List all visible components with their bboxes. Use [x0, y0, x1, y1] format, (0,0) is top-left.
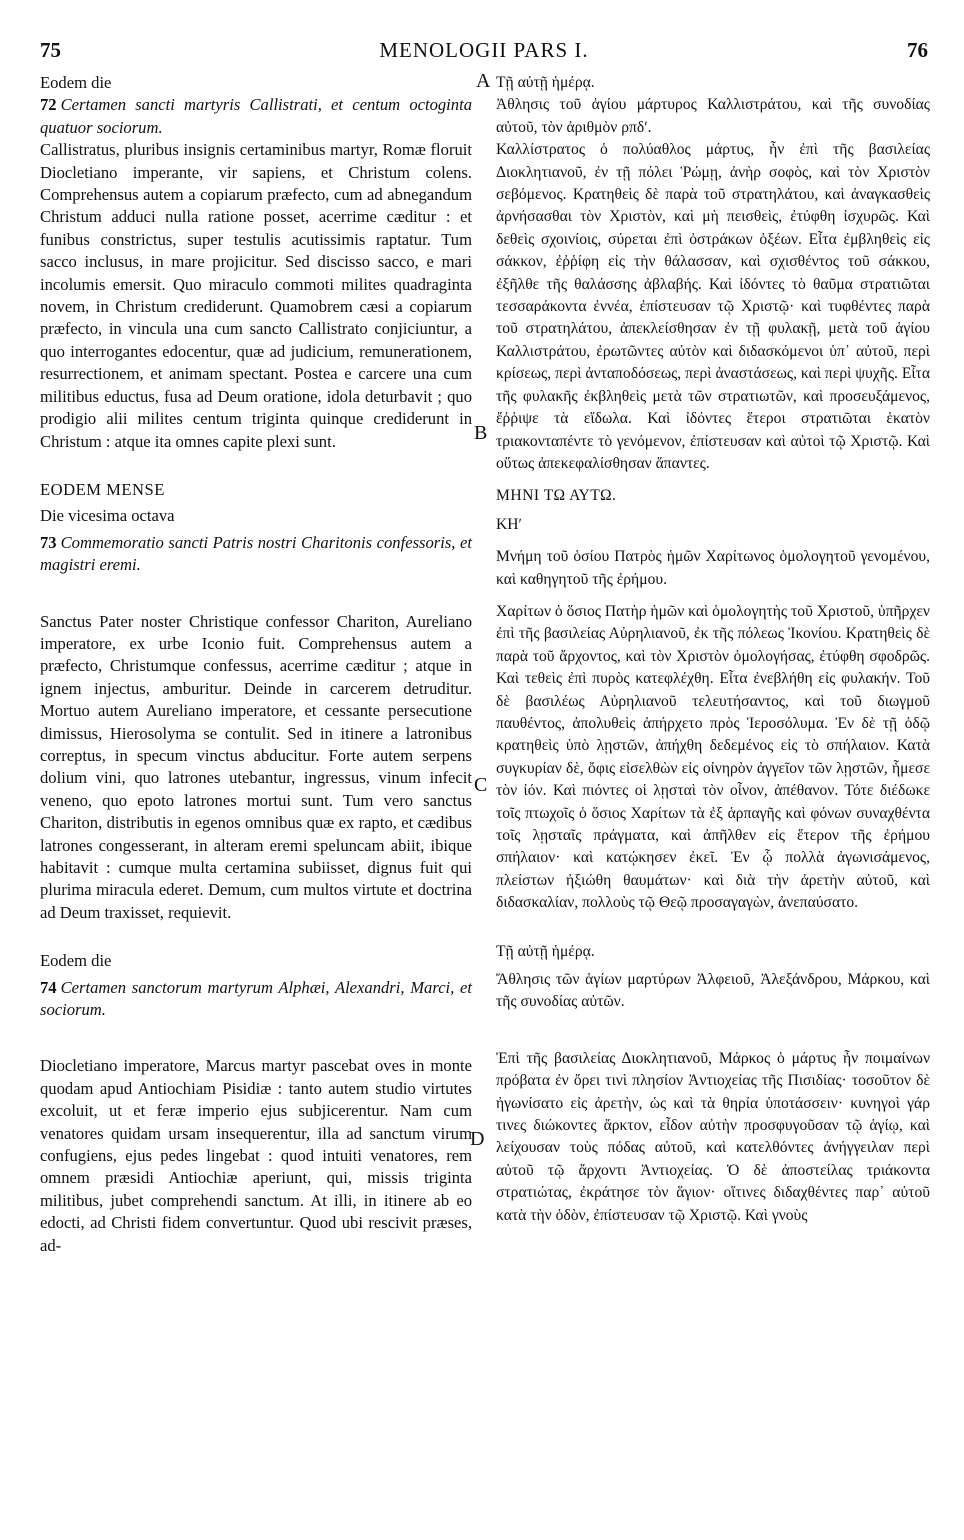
greek-same-day-heading: Τῇ αὐτῇ ἡμέρᾳ. — [496, 74, 595, 91]
eodem-die-heading: Eodem die — [40, 73, 112, 92]
margin-letter-c: C — [474, 774, 488, 796]
greek-day-heading: ΚΗʹ — [496, 515, 522, 533]
eodem-die-heading-2: Eodem die — [40, 951, 112, 971]
greek-column — [496, 72, 930, 1227]
margin-letter-b: B — [474, 422, 488, 444]
running-header — [40, 38, 928, 68]
day-heading: Die vicesima octava — [40, 506, 175, 526]
section-72-number: 72 — [40, 95, 57, 115]
section-74-title: Certamen sanctorum martyrum Alphæi, Alexandri, Marci, et sociorum. — [40, 977, 472, 1020]
section-72-title: Certamen sancti martyris Callistrati, et centum octoginta quatuor sociorum. — [40, 95, 472, 137]
section-72-text: Callistratus, pluribus insignis certaminibus martyr, Romæ floruit Diocletiano imperante, vir sapiens, et Christum colens. Comprehensus autem a copiarum præfecto, cum ad abnegandum Christum adduci nulla ratione posset, acerrime cæditur : et funibus constrictus, super testulis acutissimis raptatur. Tum sacco inclusus, in mare projicitur. Sed discisso sacco, e mari incolumis emersit. Quo miraculo commoti milites quadraginta novem, in Christum crediderunt. Quamobrem cæsi a copiarum præfecto, in vincula una cum sancto Callistrato conjiciuntur, a quo interrogantes edocentur, quæ ad judicium, remunerationem, resurrectionem, et animam spectant. Postea e carcere una cum militibus eductus, fusa ad Deum oratione, idola deturbavit ; quo prodigio alii milites centum triginta quinque crediderunt in Christum : atque ita omnes capite plexi sunt. — [40, 140, 472, 451]
greek-section-72-text: Καλλίστρατος ὁ πολύαθλος μάρτυς, ἦν ἐπὶ τῆς βασιλείας Διοκλητιανοῦ, ἐν τῇ πόλει Ῥώμῃ, ἀνὴρ σοφὸς, καὶ τὸν Χριστὸν σεβόμενος. Κρατηθεὶς δὲ παρὰ τοῦ στρατηλάτου, καὶ ἀναγκασθεὶς ἀρνήσασθαι τὸν Χριστὸν, καὶ μὴ πεισθεὶς, ἐτύφθη ἰσχυρῶς. Καὶ δεθεὶς σχοινίοις, σύρεται ἐπὶ ὀστράκων ὀξέων. Εἶτα ἐμβληθεὶς εἰς σάκκον, ἐῤῥίφη εἰς τὴν θάλασσαν, καὶ σχισθέντος τοῦ σάκκου, ἐξῆλθε τῆς θαλάσσης ἀβλαβής. Καὶ ἰδόντες τὸ θαῦμα στρατιῶται τεσσαράκοντα ἐννέα, ἐπίστευσαν τῷ Χριστῷ· καὶ τυφθέντες παρὰ τοῦ στρατηλάτου, ἀπεκλείσθησαν ἐν τῇ φυλακῇ, μετὰ τοῦ ἁγίου Καλλιστράτου, ἐρωτῶντες αὐτὸν καὶ διδασκόμενοι ὑπ᾽ αὐτοῦ, περὶ κρίσεως, περὶ ἀνταποδόσεως, περὶ ἀναστάσεως, καὶ περὶ ψυχῆς. Εἶτα τῆς φυλακῆς ἐκβληθεὶς μετὰ τῶν στρατιωτῶν, καὶ προσευξάμενος, ἔῤῥιψε τὰ εἴδωλα. Καὶ ἰδόντες ἕτεροι στρατιῶται ἑκατὸν τριακονταπέντε τὸ γενόμενον, ἐπίστευσαν καὶ αὐτοὶ τῷ Χριστῷ. Καὶ οὕτως ἀπεκεφαλίσθησαν ἅπαντες. — [496, 141, 930, 472]
greek-section-72-title: Ἀθλησις τοῦ ἁγίου μάρτυρος Καλλιστράτου, καὶ τῆς συνοδίας αὐτοῦ, τὸν ἀριθμὸν ρπδʹ. — [496, 96, 930, 136]
running-title: MENOLOGII PARS I. — [379, 38, 589, 62]
left-page-number: 75 — [40, 38, 61, 62]
greek-section-73-text: Χαρίτων ὁ ὅσιος Πατὴρ ἡμῶν καὶ ὁμολογητὴς τοῦ Χριστοῦ, ὑπῆρχεν ἐπὶ τῆς βασιλείας Αὐρηλιανοῦ, ἐκ τῆς πόλεως Ἰκονίου. Κρατηθεὶς δὲ παρὰ τοῦ ἄρχοντος, καὶ τὸν Χριστὸν ὁμολογήσας, ἐτύφθη σφοδρῶς. Καὶ τεθεὶς ἐπὶ πυρὸς κατεφλέχθη. Εἶτα ἐνεβλήθη εἰς φυλακήν. Τοῦ δὲ βασιλέως Αὐρηλιανοῦ τελευτήσαντος, καὶ τοῦ διωγμοῦ παυθέντος, ἀπολυθεὶς ἀπήρχετο πρὸς Ἱεροσόλυμα. Ἐν δὲ τῇ ὁδῷ κρατηθεὶς ὑπὸ λῃστῶν, ἀπήχθη δεδεμένος εἰς τὸ σπήλαιον. Κατὰ συγκυρίαν δὲ, ὄφις εἰσελθὼν εἰς οἰνηρὸν ἀγγεῖον τῶν λῃστῶν, ἧμεσε τὸν ἰόν. Καὶ πιόντες οἱ λῃσταὶ τὸν οἶνον, ἀπέθανον. Τότε διέδωκε τοῖς πτωχοῖς ὁ ὅσιος Χαρίτων τὰ ἐξ ἁρπαγῆς καὶ φόνων συναχθέντα τοῖς λῃσταῖς πράγματα, καὶ ἀπῆλθεν εἰς ἕτερον τῆς ἐρήμου σπήλαιον· καὶ κατῴκησεν ἐκεῖ. Ἐν ᾧ πολλὰ ἀγωνισάμενος, πλείστων ἠξιώθη θαυμάτων· καὶ διὰ τὴν ἀρετὴν αὐτοῦ, καὶ διδασκαλίαν, πολλοὺς τῷ Θεῷ προσαγαγὼν, ἀνεπαύσατο. — [496, 602, 930, 912]
section-74-heading — [40, 977, 472, 1022]
right-page-number: 76 — [907, 38, 928, 62]
greek-same-day-heading-2: Τῇ αὐτῇ ἡμέρᾳ. — [496, 942, 595, 960]
section-73-text: Sanctus Pater noster Christique confessor Chariton, Aureliano imperatore, ex urbe Iconio fuit. Comprehensus autem a præfecto, Christumque confessus, acerrime cæditur ; atque in ignem injectus, amburitur. Deinde in carcerem detruditur. Mortuo autem Aureliano imperatore, et cessante persecutione dimissus, Hierosolyma se contulit. Sed in itinere a latronibus correptus, in specum vinctus abducitur. Forte autem serpens dolium vini, quo latrones utebantur, ingressus, vinum infecit veneno, quo epoto latrones mortui sunt. Tum vero sanctus Chariton, distributis in egenos omnibus quæ ex rapto, et cædibus latrones congesserant, in alteram eremi speluncam abiit, ibique habitavit : cumque multa certamina subiisset, dignus fuit qui plurima miracula ederet. Demum, cum multos virtute et doctrina ad Deum traxisset, requievit. — [40, 611, 472, 922]
margin-letter-a: A — [476, 70, 491, 92]
margin-letter-d: D — [470, 1128, 485, 1150]
section-73-number: 73 — [40, 532, 57, 552]
greek-month-heading: ΜΗΝΙ ΤΩ ΑΥΤΩ. — [496, 487, 617, 505]
section-72-heading — [40, 94, 472, 139]
greek-section-73-title: Μνήμη τοῦ ὁσίου Πατρὸς ἡμῶν Χαρίτωνος ὁμολογητοῦ γενομένου, καὶ καθηγητοῦ τῆς ἐρήμου. — [496, 548, 930, 588]
latin-column — [40, 72, 472, 1257]
section-73-title: Commemoratio sancti Patris nostri Charitonis confessoris, et magistri eremi. — [40, 532, 472, 575]
month-heading: EODEM MENSE — [40, 479, 165, 499]
greek-section-74-text: Ἐπὶ τῆς βασιλείας Διοκλητιανοῦ, Μάρκος ὁ μάρτυς ἦν ποιμαίνων πρόβατα ἐν ὄρει τινὶ πλησίον Ἀντιοχείας τῆς Πισιδίας· τοσοῦτον δὲ ἠγωνίσατο εἰς ἀρετὴν, ὡς καὶ τὰ θηρία ὑποτάσσειν· κυνηγοὶ γάρ τινες διώκοντες ἄρκτον, εἶδον αὐτὴν προσφυγοῦσαν τῷ ἁγίῳ, καὶ λείχουσαν τοὺς πόδας αὐτοῦ, καὶ κατελθόντες ἀνήγγειλαν περὶ αὐτοῦ τῷ ἄρχοντι Ἀντιοχείας. Ὁ δὲ ἀποστείλας τριάκοντα στρατιώτας, ἐκράτησε τὸν ἅγιον· οἵτινες διδαχθέντες παρ᾽ αὐτοῦ κατὰ τὴν ὁδὸν, ἐπίστευσαν τῷ Χριστῷ. Καὶ γνοὺς — [496, 1049, 930, 1224]
section-74-text: Diocletiano imperatore, Marcus martyr pascebat oves in monte quodam apud Antiochiam Pisidiæ : tanto autem studio virtutes excoluit, ut et feræ imperio ejus subjicerentur. Nam cum venatores quidam ursam insequerentur, illa ad sanctum virum confugiens, ejus pedes lingebat : quod intuiti venatores, rem omnem præsidi Antiochiæ aperiunt, qui, missis triginta militibus, jubet comprehendi sanctum. At illi, in itinere ab eo edocti, ad Christi fidem convertuntur. Quod ubi rescivit præses, ad- — [40, 1056, 472, 1255]
greek-section-74-title: Ἄθλησις τῶν ἁγίων μαρτύρων Ἀλφειοῦ, Ἀλεξάνδρου, Μάρκου, καὶ τῆς συνοδίας αὐτῶν. — [496, 971, 930, 1011]
section-74-number: 74 — [40, 977, 57, 997]
section-73-heading — [40, 532, 472, 577]
